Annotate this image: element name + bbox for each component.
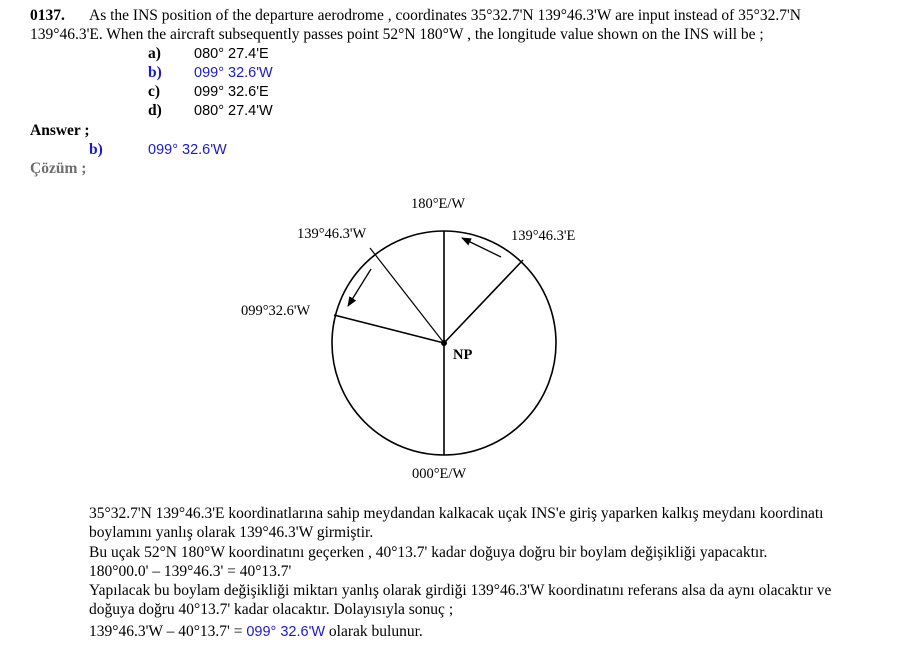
label-000: 000°E/W: [412, 466, 467, 482]
explanation-p2: Bu uçak 52°N 180°W koordinatını geçerken , 40°13.7' kadar doğuya doğru bir boylam değişikliği yapacaktır.: [89, 544, 768, 561]
question-text-line2: 139°46.3'E. When the aircraft subsequently passes point 52°N 180°W , the longitude value shown on the INS will be ;: [30, 26, 764, 43]
explanation-p4-line2: doğuya doğru 40°13.7' kadar olacaktır. Dolayısıyla sonuç ;: [89, 601, 454, 618]
meridian-099W: [334, 315, 444, 343]
label-139E: 139°46.3'E: [511, 228, 576, 244]
arrow-east-icon: [462, 238, 501, 257]
result-value: 099° 32.6'W: [246, 624, 326, 640]
option-c-text: 099° 32.6'E: [194, 84, 269, 100]
explanation-p1-line1: 35°32.7'N 139°46.3'E koordinatlarına sahip meydandan kalkacak uçak INS'e giriş yaparken kalkış meydanı koordinatı: [89, 505, 824, 522]
question-number: 0137.: [30, 7, 65, 24]
meridian-139W: [370, 248, 444, 343]
question-text-line1: As the INS position of the departure aerodrome , coordinates 35°32.7'N 139°46.3'W are input instead of 35°32.7'N: [89, 7, 801, 24]
answer-heading: Answer ;: [30, 122, 90, 139]
explanation-p1-line2: boylamını yanlış olarak 139°46.3'W girmiştir.: [89, 524, 374, 541]
label-099W: 099°32.6'W: [241, 303, 311, 319]
option-a-text: 080° 27.4'E: [194, 46, 269, 62]
option-d-letter: d): [148, 102, 162, 119]
arrow-west-icon: [348, 269, 371, 306]
solution-heading: Çözüm ;: [30, 160, 87, 177]
option-b-text: 099° 32.6'W: [194, 65, 273, 81]
explanation-p3: 180°00.0' – 139°46.3' = 40°13.7': [89, 563, 292, 580]
label-np: NP: [453, 347, 473, 363]
answer-text: 099° 32.6'W: [148, 142, 227, 158]
option-b-letter: b): [148, 64, 162, 81]
explanation-p4-line1: Yapılacak bu boylam değişikliği miktarı yanlış olarak girdiği 139°46.3'W koordinatını referans alsa da aynı olacaktır ve: [89, 582, 832, 599]
meridian-139E: [444, 260, 523, 343]
result-prefix: 139°46.3'W – 40°13.7' =: [89, 623, 247, 640]
label-139W: 139°46.3'W: [297, 226, 367, 242]
north-pole-dot: [441, 340, 447, 346]
label-180: 180°E/W: [411, 196, 466, 212]
option-a-letter: a): [148, 45, 161, 62]
result-suffix: olarak bulunur.: [325, 623, 423, 640]
option-c-letter: c): [148, 83, 161, 100]
explanation-result-line: [89, 623, 423, 641]
answer-letter: b): [89, 141, 103, 158]
option-d-text: 080° 27.4'W: [194, 103, 273, 119]
